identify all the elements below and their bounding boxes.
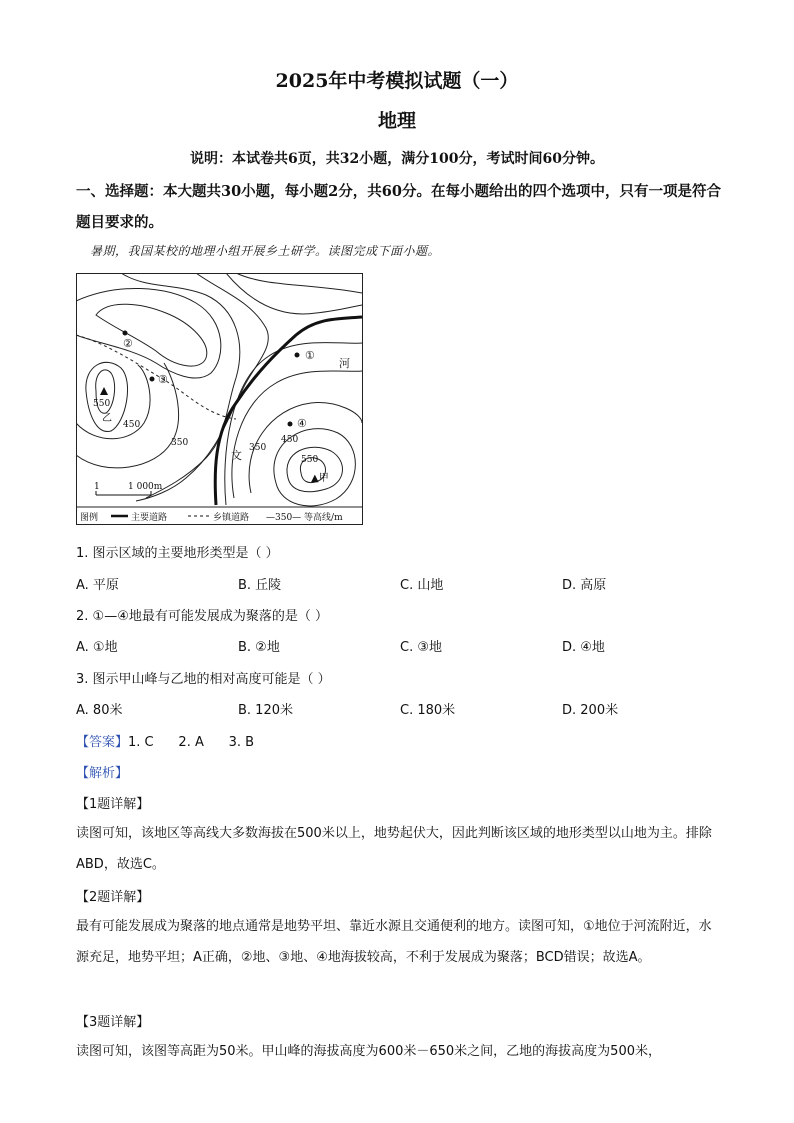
point-3-marker: [150, 377, 155, 382]
q3-option-b: B. 120米: [238, 703, 293, 718]
question-1-stem: 1. 图示区域的主要地形类型是（ ）: [76, 546, 279, 561]
topographic-map: [76, 273, 363, 525]
contour-label: 550: [93, 399, 111, 409]
river-label-he: 河: [339, 357, 350, 370]
q2-option-b: B. ②地: [238, 640, 280, 655]
intro-text: 暑期，我国某校的地理小组开展乡土研学。读图完成下面小题。: [90, 244, 441, 258]
page-title: 2025年中考模拟试题（一）: [275, 70, 519, 92]
q2-option-c: C. ③地: [400, 640, 442, 655]
answer-text: 1. C 2. A 3. B: [128, 735, 255, 750]
peak-jia-label: ▲甲: [311, 473, 329, 484]
q1-analysis-label: 【1题详解】: [76, 797, 150, 812]
scale-zero: 1: [94, 482, 100, 492]
point-2-marker: [123, 331, 128, 336]
river-label-wen: 文: [231, 449, 242, 462]
q1-analysis-text: 读图可知，该地区等高线大多数海拔在500米以上，地势起伏大，因此判断该区域的地形类型以山地为主。排除ABD，故选C。: [76, 826, 712, 872]
legend-title: 图例: [80, 513, 99, 523]
section-heading: 一、选择题：本大题共30小题，每小题2分，共60分。在每小题给出的四个选项中，只有一项是符合题目要求的。: [76, 183, 721, 231]
answer-label: 【答案】: [76, 735, 129, 750]
point-1-label: ①: [305, 349, 315, 362]
point-1-marker: [295, 353, 300, 358]
contour-label: 350: [171, 438, 189, 448]
subject-title: 地理: [377, 110, 416, 132]
contour-label: 450: [123, 420, 141, 430]
answer-line: [76, 731, 254, 750]
point-4-marker: [288, 422, 293, 427]
q3-option-d: D. 200米: [562, 703, 619, 718]
question-3-stem: 3. 图示甲山峰与乙地的相对高度可能是（ ）: [76, 672, 331, 687]
q1-option-c: C. 山地: [400, 578, 444, 593]
peak-yi-label: 乙: [102, 413, 112, 424]
q1-option-b: B. 丘陵: [238, 578, 282, 593]
q1-option-a: A. 平原: [76, 578, 119, 593]
point-4-label: ④: [297, 417, 307, 430]
question-2-stem: 2. ①—④地最有可能发展成为聚落的是（ ）: [76, 609, 328, 624]
q1-option-d: D. 高原: [562, 578, 607, 593]
contour-label: 350: [249, 443, 267, 453]
point-2-label: ②: [123, 337, 133, 350]
q2-option-d: D. ④地: [562, 640, 605, 655]
q2-option-a: A. ①地: [76, 640, 118, 655]
q2-analysis-label: 【2题详解】: [76, 890, 150, 905]
q3-analysis-label: 【3题详解】: [76, 1015, 150, 1030]
q2-analysis-text: 最有可能发展成为聚落的地点通常是地势平坦、靠近水源且交通便利的地方。读图可知，①地位于河流附近，水源充足，地势平坦；A正确，②地、③地、④地海拔较高，不利于发展成为聚落；BCD错误；故选A。: [76, 919, 712, 965]
scale-distance: 1 000m: [128, 482, 163, 492]
exam-note: 说明：本试卷共6页，共32小题，满分100分，考试时间60分钟。: [190, 151, 604, 167]
legend-town-road: 乡镇道路: [213, 513, 250, 523]
legend-contour: —350— 等高线/m: [266, 513, 343, 523]
analysis-label: 【解析】: [76, 766, 129, 781]
legend-main-road: 主要道路: [131, 513, 168, 523]
q3-option-c: C. 180米: [400, 703, 456, 718]
contour-label: 550: [301, 455, 319, 465]
q3-option-a: A. 80米: [76, 703, 123, 718]
q3-analysis-text: 读图可知，该图等高距为50米。甲山峰的海拔高度为600米－650米之间，乙地的海拔高度为500米，: [76, 1044, 661, 1059]
contour-label: 450: [281, 435, 299, 445]
point-3-label: ③: [158, 373, 168, 386]
